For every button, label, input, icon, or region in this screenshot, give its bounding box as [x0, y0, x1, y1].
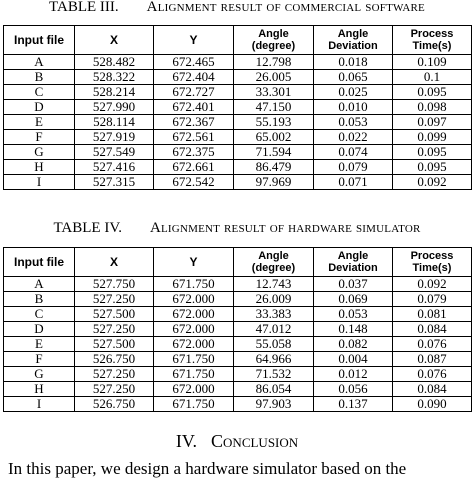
cell-angle: 65.002	[234, 130, 314, 145]
cell-x: 528.482	[75, 55, 154, 70]
cell-deviation: 0.018	[314, 55, 393, 70]
table-row	[4, 175, 472, 190]
table-row	[4, 292, 472, 307]
header-input-file: Input file	[4, 26, 75, 55]
section-number: IV.	[175, 431, 198, 451]
cell-y: 671.750	[154, 397, 234, 412]
cell-angle: 33.301	[234, 85, 314, 100]
header-y: Y	[154, 26, 234, 55]
cell-y: 672.465	[154, 55, 234, 70]
cell-deviation: 0.025	[314, 85, 393, 100]
header-input-file: Input file	[4, 248, 75, 277]
cell-process-time: 0.092	[393, 277, 472, 292]
table-row	[4, 70, 472, 85]
cell-x: 527.750	[75, 277, 154, 292]
table-row	[4, 145, 472, 160]
cell-x: 527.250	[75, 382, 154, 397]
header-angle-deviation	[314, 248, 393, 277]
cell-x: 526.750	[75, 397, 154, 412]
section-heading	[0, 430, 474, 452]
cell-y: 672.404	[154, 70, 234, 85]
cell-deviation: 0.148	[314, 322, 393, 337]
cell-input-file: B	[4, 70, 75, 85]
cell-angle: 26.009	[234, 292, 314, 307]
table-row	[4, 322, 472, 337]
cell-input-file: D	[4, 100, 75, 115]
header-deviation-line2: Deviation	[328, 40, 378, 52]
cell-x: 526.750	[75, 352, 154, 367]
table-3-title: Alignment result of commercial software	[146, 0, 425, 15]
table-row	[4, 130, 472, 145]
cell-angle: 55.193	[234, 115, 314, 130]
cell-x: 527.250	[75, 322, 154, 337]
table-row	[4, 55, 472, 70]
cell-angle: 55.058	[234, 337, 314, 352]
cell-process-time: 0.098	[393, 100, 472, 115]
cell-x: 527.549	[75, 145, 154, 160]
body-text-line: In this paper, we design a hardware simulator based on the	[8, 459, 407, 478]
cell-x: 527.919	[75, 130, 154, 145]
cell-x: 527.315	[75, 175, 154, 190]
header-y: Y	[154, 248, 234, 277]
cell-input-file: I	[4, 175, 75, 190]
header-angle-line1: Angle	[258, 250, 289, 262]
header-x: X	[75, 248, 154, 277]
cell-y: 672.367	[154, 115, 234, 130]
cell-input-file: A	[4, 55, 75, 70]
cell-input-file: H	[4, 382, 75, 397]
cell-y: 672.000	[154, 337, 234, 352]
header-deviation-line2: Deviation	[328, 262, 378, 274]
cell-x: 527.500	[75, 337, 154, 352]
table-4-caption	[0, 219, 474, 237]
header-angle	[234, 26, 314, 55]
cell-x: 527.250	[75, 292, 154, 307]
cell-deviation: 0.069	[314, 292, 393, 307]
table-row	[4, 382, 472, 397]
header-angle-line2: (degree)	[251, 262, 296, 274]
header-deviation-line1: Angle	[337, 250, 369, 262]
header-angle-deviation	[314, 26, 393, 55]
cell-process-time: 0.076	[393, 337, 472, 352]
cell-deviation: 0.010	[314, 100, 393, 115]
cell-deviation: 0.004	[314, 352, 393, 367]
table-row	[4, 100, 472, 115]
cell-x: 528.322	[75, 70, 154, 85]
cell-angle: 47.150	[234, 100, 314, 115]
cell-y: 672.000	[154, 322, 234, 337]
cell-process-time: 0.1	[393, 70, 472, 85]
cell-angle: 97.969	[234, 175, 314, 190]
header-process-time	[393, 248, 472, 277]
cell-deviation: 0.022	[314, 130, 393, 145]
table-row	[4, 397, 472, 412]
cell-process-time: 0.081	[393, 307, 472, 322]
cell-process-time: 0.084	[393, 382, 472, 397]
header-angle-line1: Angle	[258, 28, 289, 40]
cell-angle: 71.532	[234, 367, 314, 382]
cell-deviation: 0.053	[314, 307, 393, 322]
table-row	[4, 307, 472, 322]
cell-process-time: 0.087	[393, 352, 472, 367]
cell-deviation: 0.065	[314, 70, 393, 85]
cell-input-file: E	[4, 337, 75, 352]
cell-input-file: G	[4, 367, 75, 382]
table-row	[4, 367, 472, 382]
section-title: Conclusion	[211, 431, 299, 451]
header-process-time	[393, 26, 472, 55]
cell-angle: 47.012	[234, 322, 314, 337]
cell-y: 671.750	[154, 277, 234, 292]
cell-input-file: B	[4, 292, 75, 307]
header-x: X	[75, 26, 154, 55]
cell-angle: 12.743	[234, 277, 314, 292]
cell-angle: 64.966	[234, 352, 314, 367]
cell-x: 527.500	[75, 307, 154, 322]
cell-deviation: 0.053	[314, 115, 393, 130]
cell-process-time: 0.079	[393, 292, 472, 307]
header-process-line1: Process	[410, 28, 454, 40]
cell-input-file: F	[4, 130, 75, 145]
cell-deviation: 0.137	[314, 397, 393, 412]
table-4-number: TABLE IV.	[53, 220, 122, 236]
header-process-line1: Process	[410, 250, 454, 262]
cell-input-file: D	[4, 322, 75, 337]
cell-input-file: E	[4, 115, 75, 130]
cell-process-time: 0.095	[393, 145, 472, 160]
cell-deviation: 0.071	[314, 175, 393, 190]
cell-input-file: G	[4, 145, 75, 160]
cell-deviation: 0.074	[314, 145, 393, 160]
cell-y: 672.727	[154, 85, 234, 100]
cell-process-time: 0.095	[393, 85, 472, 100]
table-4	[3, 247, 472, 412]
cell-x: 528.214	[75, 85, 154, 100]
cell-input-file: C	[4, 85, 75, 100]
cell-angle: 26.005	[234, 70, 314, 85]
cell-process-time: 0.092	[393, 175, 472, 190]
header-deviation-line1: Angle	[337, 28, 369, 40]
table-row	[4, 85, 472, 100]
cell-y: 671.750	[154, 352, 234, 367]
cell-x: 527.416	[75, 160, 154, 175]
cell-y: 672.000	[154, 307, 234, 322]
cell-y: 672.661	[154, 160, 234, 175]
table-row	[4, 115, 472, 130]
cell-deviation: 0.012	[314, 367, 393, 382]
cell-process-time: 0.084	[393, 322, 472, 337]
cell-deviation: 0.037	[314, 277, 393, 292]
cell-input-file: A	[4, 277, 75, 292]
cell-deviation: 0.056	[314, 382, 393, 397]
table-4-header-row	[4, 248, 472, 277]
cell-y: 672.375	[154, 145, 234, 160]
cell-process-time: 0.109	[393, 55, 472, 70]
cell-angle: 86.479	[234, 160, 314, 175]
cell-y: 672.401	[154, 100, 234, 115]
cell-x: 528.114	[75, 115, 154, 130]
table-row	[4, 352, 472, 367]
cell-y: 672.561	[154, 130, 234, 145]
table-row	[4, 277, 472, 292]
table-row	[4, 337, 472, 352]
header-angle-line2: (degree)	[251, 40, 296, 52]
cell-input-file: H	[4, 160, 75, 175]
cell-angle: 71.594	[234, 145, 314, 160]
header-process-line2: Time(s)	[412, 262, 452, 274]
cell-x: 527.250	[75, 367, 154, 382]
cell-process-time: 0.095	[393, 160, 472, 175]
table-4-title: Alignment result of hardware simulator	[149, 220, 421, 236]
cell-angle: 12.798	[234, 55, 314, 70]
cell-angle: 97.903	[234, 397, 314, 412]
cell-process-time: 0.097	[393, 115, 472, 130]
cell-input-file: C	[4, 307, 75, 322]
table-3	[3, 25, 472, 190]
header-process-line2: Time(s)	[412, 40, 452, 52]
table-3-number: TABLE III.	[49, 0, 119, 15]
cell-process-time: 0.099	[393, 130, 472, 145]
cell-y: 672.000	[154, 382, 234, 397]
header-angle	[234, 248, 314, 277]
cell-angle: 86.054	[234, 382, 314, 397]
cell-process-time: 0.090	[393, 397, 472, 412]
cell-y: 672.542	[154, 175, 234, 190]
cell-angle: 33.383	[234, 307, 314, 322]
table-3-caption	[0, 0, 474, 16]
cell-deviation: 0.082	[314, 337, 393, 352]
cell-deviation: 0.079	[314, 160, 393, 175]
cell-y: 672.000	[154, 292, 234, 307]
cell-input-file: I	[4, 397, 75, 412]
table-row	[4, 160, 472, 175]
table-3-header-row	[4, 26, 472, 55]
cell-y: 671.750	[154, 367, 234, 382]
cell-x: 527.990	[75, 100, 154, 115]
cell-process-time: 0.076	[393, 367, 472, 382]
cell-input-file: F	[4, 352, 75, 367]
